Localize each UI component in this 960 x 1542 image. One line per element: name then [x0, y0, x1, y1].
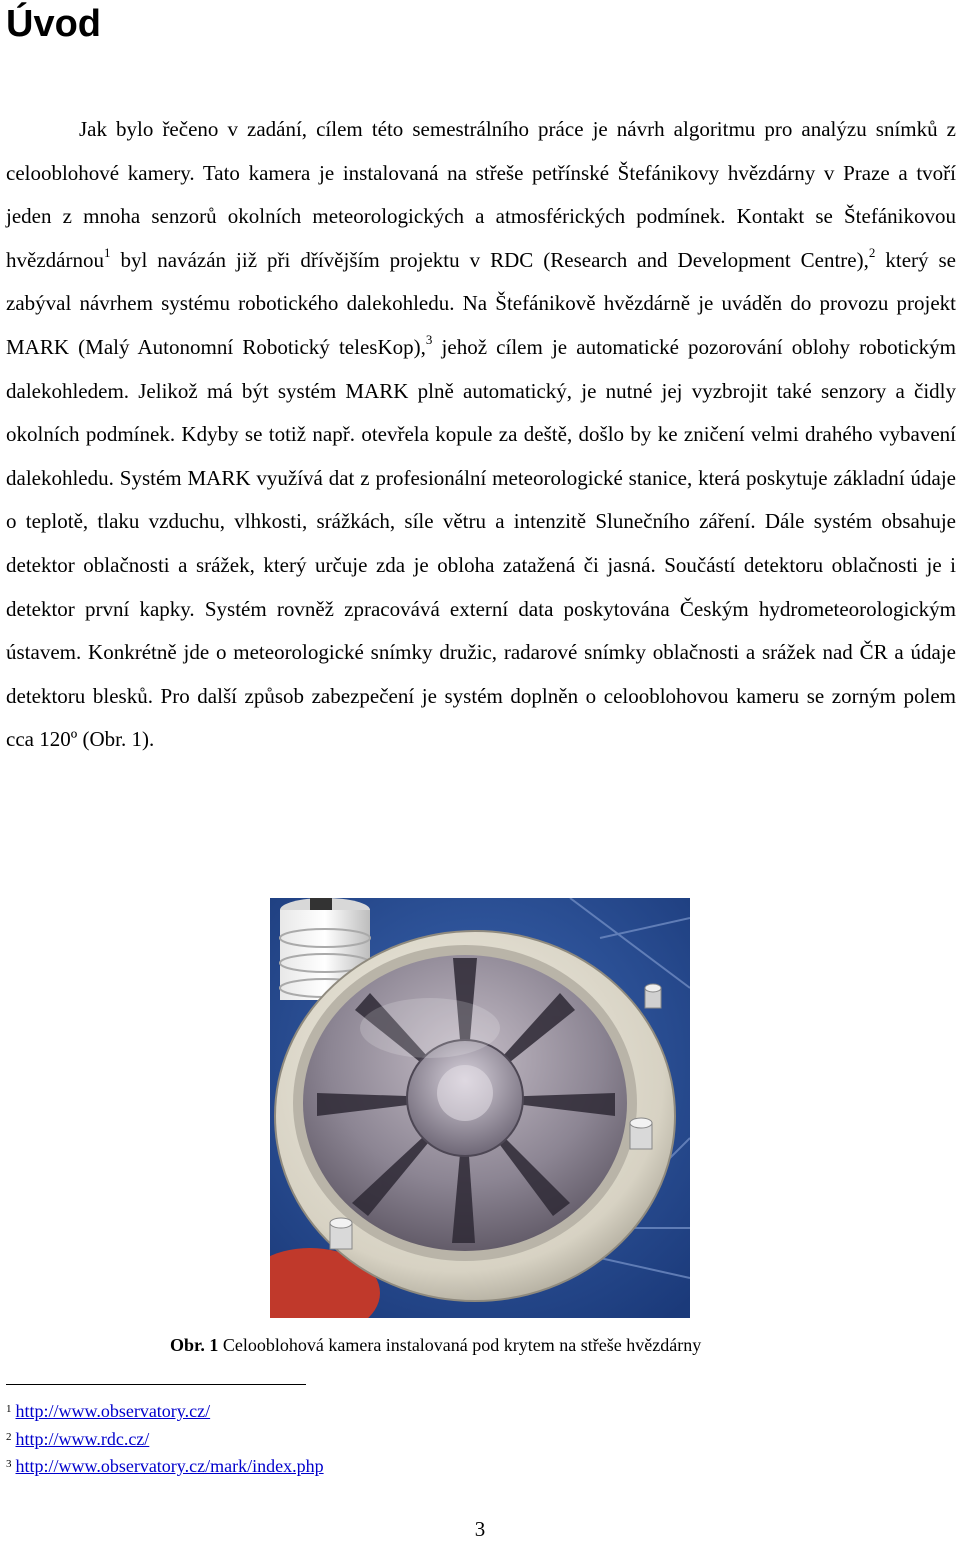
page-number: 3	[474, 1517, 486, 1541]
paragraph-text: byl navázán již při dřívějším projektu v RDC (Research and Development Centre),	[110, 247, 869, 272]
footnote-link-mark[interactable]: http://www.observatory.cz/mark/index.php	[15, 1456, 324, 1476]
paragraph-text: Jak bylo řečeno v zadání, cílem této semestrálního práce je návrh algoritmu pro analýzu snímků z celooblohové kamery. Tato kamera je instalovaná na střeše petřínské Štefánikovy hvězdárny v Praze a tvoří jeden z mnoha senzorů okolních meteorologických a atmosférických podmínek. Kontakt se Štefánikovou hvězdárnou	[6, 117, 956, 272]
footnote-ref-2[interactable]: 2	[868, 244, 876, 260]
figure-label: Obr. 1	[170, 1335, 219, 1355]
footnote-separator	[6, 1384, 306, 1385]
paragraph-text: jehož cílem je automatické pozorování oblohy robotickým dalekohledem. Jelikož má být systém MARK plně automatický, je nutné jej vyzbrojit také senzory a čidly okolních podmínek. Kdyby se totiž např. otevřela kopule za deště, došlo by ke zničení velmi drahého vybavení dalekohledu. Systém MARK využívá dat z profesionální meteorologické stanice, která poskytuje základní údaje o teplotě, tlaku vzduchu, vlhkosti, srážkách, síle větru a intenzitě Slunečního záření. Dále systém obsahuje detektor oblačnosti a srážek, který určuje zda je obloha zatažená či jasná. Součástí detektoru oblačnosti je i detektor první kapky. Systém rovněž zpracovává externí data poskytována Českým hydrometeorologickým ústavem. Konkrétně jde o meteorologické snímky družic, radarové snímky oblačnosti a srážek nad ČR a údaje detektoru blesků. Pro další způsob zabezpečení je systém doplněn o celooblohovou kameru se zorným polem cca 120º (Obr. 1).	[6, 334, 956, 752]
footnote-number: 1	[6, 1403, 12, 1415]
footnote-number: 2	[6, 1430, 12, 1443]
footnote-link-rdc[interactable]: http://www.rdc.cz/	[15, 1428, 150, 1449]
footnote-item	[6, 1454, 324, 1482]
footnote-link-observatory[interactable]: http://www.observatory.cz/	[15, 1401, 211, 1421]
chapter-heading: Úvod	[6, 3, 101, 45]
figure-caption	[170, 1333, 701, 1357]
camera-dome-image	[270, 898, 690, 1318]
footnote-item	[6, 1427, 324, 1455]
figure-caption-text: Celooblohová kamera instalovaná pod krytem na střeše hvězdárny	[218, 1335, 702, 1355]
footnote-item	[6, 1399, 324, 1427]
footnote-number: 3	[6, 1458, 12, 1470]
footnote-ref-1[interactable]: 1	[103, 244, 111, 260]
all-sky-camera-photo	[270, 898, 690, 1318]
intro-paragraph	[6, 108, 956, 762]
footnotes-list	[6, 1399, 324, 1482]
paragraph-text: který se zabýval návrhem systému robotického dalekohledu. Na Štefánikově hvězdárně je uváděn do provozu projekt MARK (Malý Autonomní Robotický telesKop),	[6, 247, 956, 359]
footnote-ref-3[interactable]: 3	[425, 331, 433, 347]
